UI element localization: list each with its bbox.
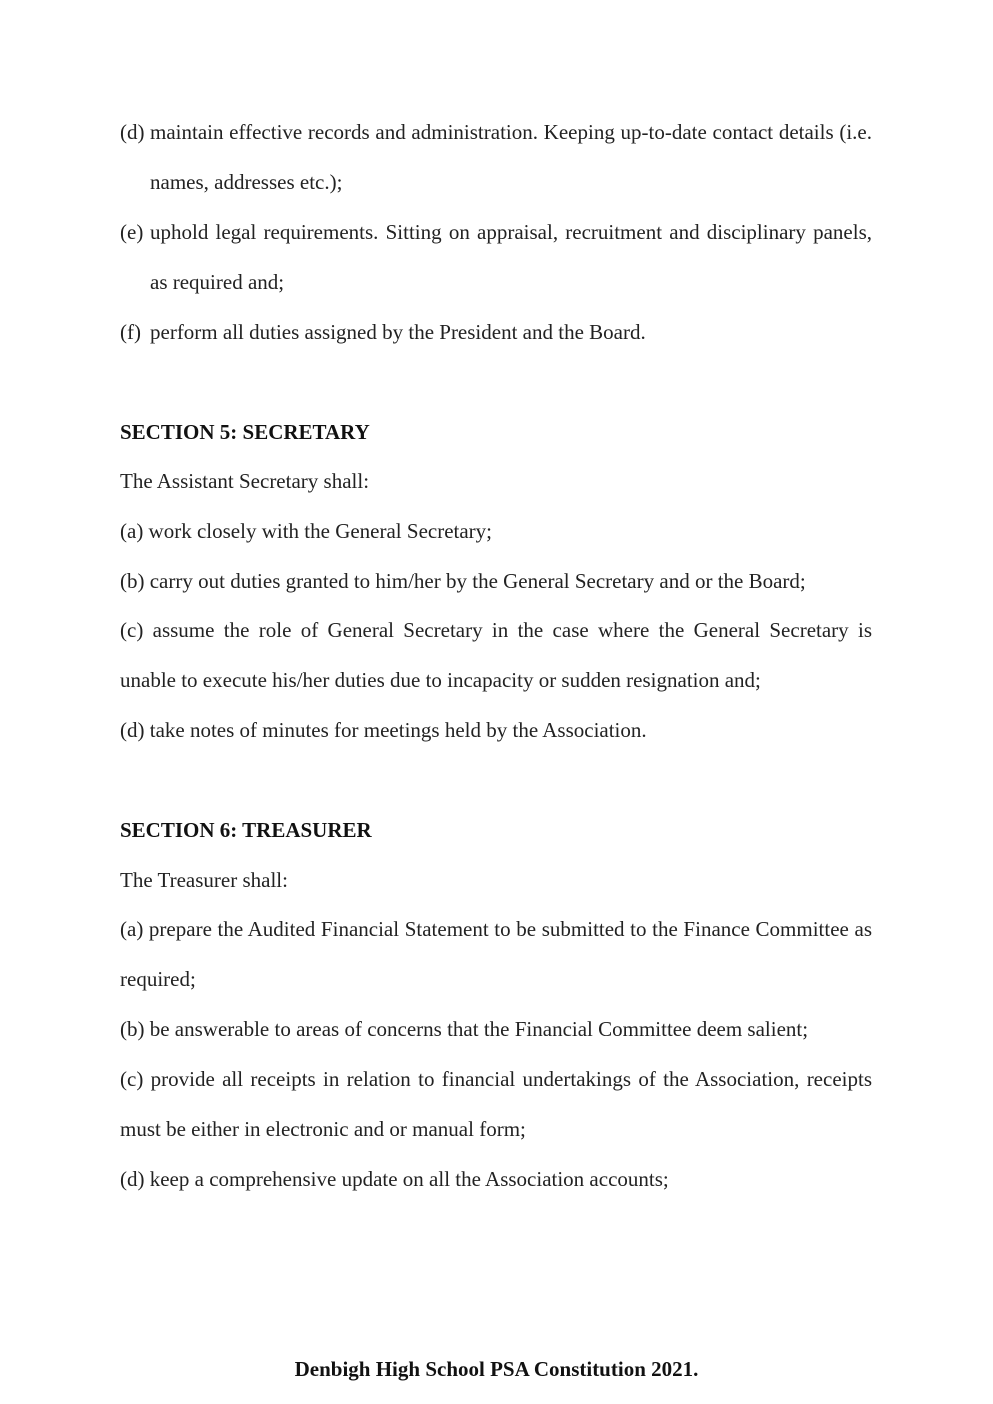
section-6-heading: SECTION 6: TREASURER xyxy=(120,818,372,842)
list-item-label: (f) xyxy=(120,320,141,344)
section-5-item-c: (c) assume the role of General Secretary in the case where the General Secretary is unable to execute his/her duties due to incapacity or sudden resignation and; xyxy=(120,618,872,692)
list-item-label: (d) xyxy=(120,120,145,144)
section-6-item-b: (b) be answerable to areas of concerns that the Financial Committee deem salient; xyxy=(120,1017,809,1041)
section-6-item-c: (c) provide all receipts in relation to financial undertakings of the Association, receipts must be either in electronic and or manual form; xyxy=(120,1067,872,1141)
list-item-text: perform all duties assigned by the President and the Board. xyxy=(150,320,646,344)
list-item-text: maintain effective records and administration. Keeping up-to-date contact details (i.e. names, addresses etc.); xyxy=(150,120,872,194)
section-5-item-b: (b) carry out duties granted to him/her by the General Secretary and or the Board; xyxy=(120,569,806,593)
section-5-item-d: (d) take notes of minutes for meetings held by the Association. xyxy=(120,718,647,742)
list-item-text: uphold legal requirements. Sitting on appraisal, recruitment and disciplinary panels, as required and; xyxy=(150,220,872,294)
section-5-item-a: (a) work closely with the General Secretary; xyxy=(120,519,493,543)
section-6-intro: The Treasurer shall: xyxy=(120,868,288,892)
section-5-intro: The Assistant Secretary shall: xyxy=(120,469,370,493)
list-item-e xyxy=(120,207,872,307)
section-5-heading: SECTION 5: SECRETARY xyxy=(120,420,370,444)
list-item-d xyxy=(120,107,872,207)
list-item-f xyxy=(120,307,872,357)
list-item-label: (e) xyxy=(120,220,144,244)
section-6-item-d: (d) keep a comprehensive update on all the Association accounts; xyxy=(120,1167,669,1191)
section-6-item-a: (a) prepare the Audited Financial Statement to be submitted to the Finance Committee as required; xyxy=(120,917,872,991)
page-footer: Denbigh High School PSA Constitution 2021. xyxy=(294,1357,699,1381)
